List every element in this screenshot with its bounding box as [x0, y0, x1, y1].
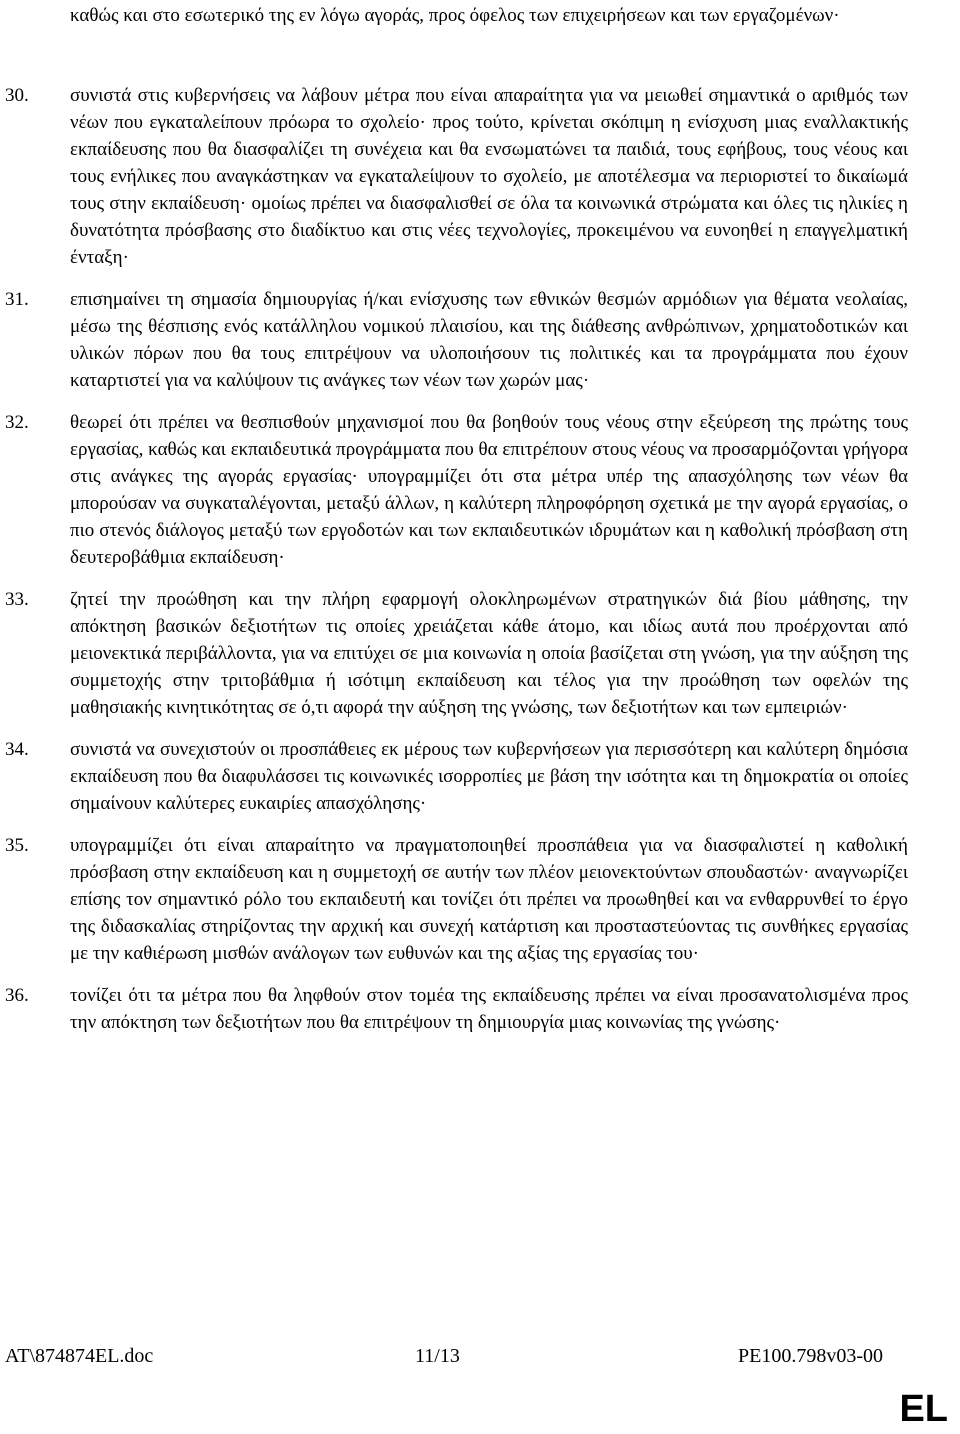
item-number: 35.	[5, 835, 29, 856]
item-text: θεωρεί ότι πρέπει να θεσπισθούν μηχανισμοί που θα βοηθούν τους νέους στην εξεύρεση της πρώτης τους εργασίας, καθώς και εκπαιδευτικά προγράμματα που θα επιτρέπουν στους νέους να προσαρμόζονται γρήγορα στις ανάγκες της αγοράς εργασίας· υπογραμμίζει ότι στα μέτρα υπέρ της απασχόλησης των νέων θα μπορούσαν να συγκαταλέγονται, μεταξύ άλλων, η καλύτερη πληροφόρηση σχετικά με την αγορά εργασίας, ο πιο στενός διάλογος μεταξύ των εργοδοτών και των εκπαιδευτικών ιδρυμάτων και η καθολική πρόσβαση στη δευτεροβάθμια εκπαίδευση·	[70, 412, 908, 568]
document-reference: AT\874874EL.doc	[5, 1345, 154, 1367]
list-item	[0, 736, 960, 817]
list-item	[0, 82, 960, 271]
item-number: 32.	[5, 412, 29, 433]
item-number: 30.	[5, 85, 29, 106]
item-number: 33.	[5, 589, 29, 610]
item-text: υπογραμμίζει ότι είναι απαραίτητο να πραγματοποιηθεί προσπάθεια για να διασφαλιστεί η καθολική πρόσβαση στην εκπαίδευση και η συμμετοχή σε αυτήν των πλέον μειονεκτούντων σπουδαστών· αναγνωρίζει επίσης τον σημαντικό ρόλο του εκπαιδευτή και τονίζει ότι πρέπει να προωθηθεί και να ενθαρρυνθεί το έργο της διδασκαλίας στηρίζοντας την αρχική και συνεχή κατάρτιση και προσταστεύοντας τις συνθήκες εργασίας με την καθιέρωση μισθών ανάλογων των ευθυνών και της αξίας της εργασίας του·	[70, 835, 908, 964]
pe-reference: PE100.798v03-00	[738, 1345, 883, 1367]
list-item	[0, 982, 960, 1036]
page-number: 11/13	[415, 1345, 460, 1367]
numbered-paragraph-list	[0, 82, 960, 1051]
list-item	[0, 586, 960, 721]
language-code: EL	[899, 1388, 948, 1430]
item-text: ζητεί την προώθηση και την πλήρη εφαρμογή ολοκληρωμένων στρατηγικών διά βίου μάθησης, την απόκτηση βασικών δεξιοτήτων τις οποίες χρειάζεται κάθε άτομο, και ιδίως αυτά που προέρχονται από μειονεκτικά περιβάλλοντα, για να επιτύχει σε μια κοινωνία η οποία βασίζεται στη γνώση, για την αύξηση της συμμετοχής στην τριτοβάθμια ή ισότιμη εκπαίδευση και τέλος για την προώθηση των οφελών της μαθησιακής κινητικότητας σε ό,τι αφορά την αύξηση της γνώσης, των δεξιοτήτων και των εμπειριών·	[70, 589, 908, 718]
list-item	[0, 832, 960, 967]
continuation-paragraph: καθώς και στο εσωτερικό της εν λόγω αγοράς, προς όφελος των επιχειρήσεων και των εργαζομένων·	[70, 5, 840, 26]
item-number: 31.	[5, 289, 29, 310]
item-number: 34.	[5, 739, 29, 760]
list-item	[0, 409, 960, 571]
item-number: 36.	[5, 985, 29, 1006]
page-footer	[5, 1341, 883, 1371]
item-text: συνιστά να συνεχιστούν οι προσπάθειες εκ μέρους των κυβερνήσεων για περισσότερη και καλύτερη δημόσια εκπαίδευση που θα διαφυλάσσει τις κοινωνικές ισορροπίες με βάση την ισότητα και τη δημοκρατία οι οποίες σημαίνουν καλύτερες ευκαιρίες απασχόλησης·	[70, 739, 908, 814]
list-item	[0, 286, 960, 394]
item-text: συνιστά στις κυβερνήσεις να λάβουν μέτρα που είναι απαραίτητα για να μειωθεί σημαντικά ο αριθμός των νέων που εγκαταλείπουν πρόωρα το σχολείο· προς τούτο, κρίνεται σκόπιμη η ενίσχυση μιας εναλλακτικής εκπαίδευσης που θα διασφαλίζει τη συνέχεια και θα ενσωματώνει τα παιδιά, τους εφήβους, τους νέους και τους ενήλικες που αναγκάστηκαν να εγκαταλείψουν το σχολείο, με αποτέλεσμα να περιοριστεί το δικαίωμά τους στην εκπαίδευση· ομοίως πρέπει να διασφαλισθεί σε όλα τα κοινωνικά στρώματα και όλες τις ηλικίες η δυνατότητα πρόσβασης στο διαδίκτυο και στις νέες τεχνολογίες, προκειμένου να ευνοηθεί η επαγγελματική ένταξη·	[70, 85, 908, 268]
item-text: τονίζει ότι τα μέτρα που θα ληφθούν στον τομέα της εκπαίδευσης πρέπει να είναι προσανατολισμένα προς την απόκτηση των δεξιοτήτων που θα επιτρέψουν τη δημιουργία μιας κοινωνίας της γνώσης·	[70, 985, 908, 1033]
item-text: επισημαίνει τη σημασία δημιουργίας ή/και ενίσχυσης των εθνικών θεσμών αρμόδιων για θέματα νεολαίας, μέσω της θέσπισης ενός κατάλληλου νομικού πλαισίου, και της διάθεσης ανθρώπινων, χρηματοδοτικών και υλικών πόρων που θα τους επιτρέψουν να υλοποιήσουν τις πολιτικές και τα προγράμματα που έχουν καταρτιστεί για να καλύψουν τις ανάγκες των νέων των χωρών μας·	[70, 289, 908, 391]
